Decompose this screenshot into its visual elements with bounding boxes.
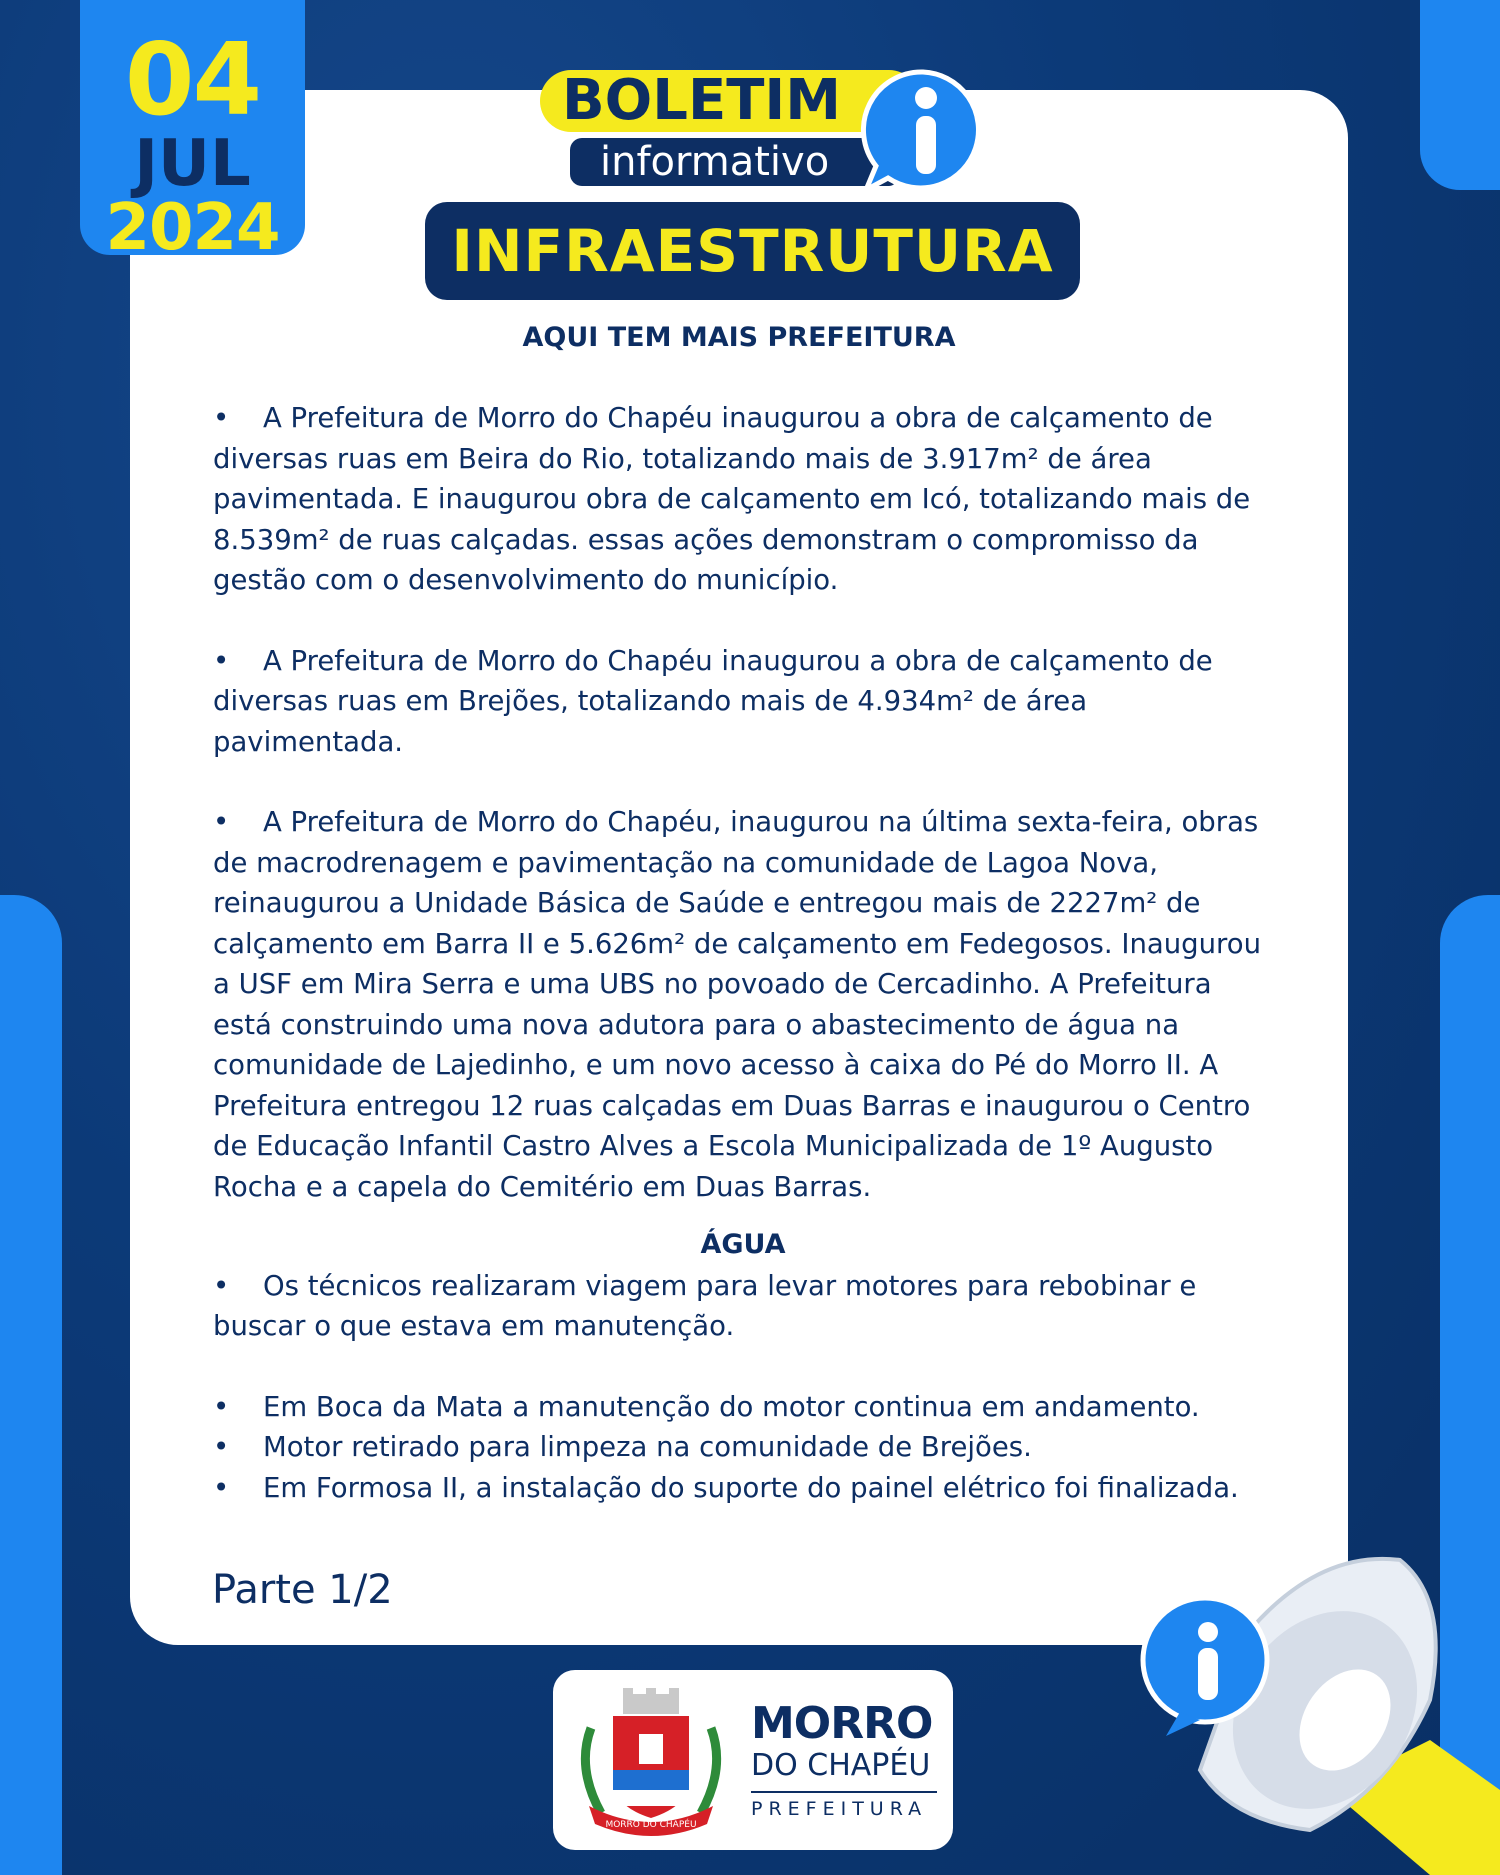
agua-heading: ÁGUA xyxy=(700,1229,786,1260)
bullet: • xyxy=(213,1431,230,1463)
list-item: • Motor retirado para limpeza na comunidade de Brejões. xyxy=(213,1427,1273,1468)
section-title: INFRAESTRUTURA xyxy=(425,202,1080,300)
subtitle: AQUI TEM MAIS PREFEITURA xyxy=(522,322,956,353)
side-bar-top-right xyxy=(1420,0,1500,190)
page-indicator: Parte 1/2 xyxy=(212,1567,393,1613)
bullet: • xyxy=(213,1269,230,1302)
bullet: • xyxy=(213,806,230,838)
bullet: • xyxy=(213,1390,230,1423)
prefeitura-logo xyxy=(553,1670,953,1850)
agua-list xyxy=(213,1387,1273,1509)
bullet: • xyxy=(213,644,230,677)
infra-paragraph: • A Prefeitura de Morro do Chapéu inaugurou a obra de calçamento de diversas ruas em Beira do Rio, totalizando mais de 3.917m² de área pavimentada. E inaugurou obra de calçamento em Icó, totalizando mais de 8.539m² de ruas calçadas. essas ações demonstram o compromisso da gestão com o desenvolvimento do município. xyxy=(213,398,1273,601)
date-badge xyxy=(80,0,305,265)
bullet: • xyxy=(213,402,230,434)
informativo-label: informativo xyxy=(570,138,900,186)
agua-paragraph: • Os técnicos realizaram viagem para levar motores para rebobinar e buscar o que estava em manutenção. xyxy=(213,1266,1273,1347)
date-year: 2024 xyxy=(105,191,280,265)
bullet: • xyxy=(213,1471,230,1504)
megaphone-icon xyxy=(1130,1540,1500,1875)
infra-paragraph: • A Prefeitura de Morro do Chapéu, inaugurou na última sexta-feira, obras de macrodrenagem e pavimentação na comunidade de Lagoa Nova, reinaugurou a Unidade Básica de Saúde e entregou mais de 2227m² de calçamento em Barra II e 5.626m² de calçamento em Fedegosos. Inaugurou a USF em Mira Serra e uma UBS no povoado de Cercadinho. A Prefeitura está construindo uma nova adutora para o abastecimento de água na comunidade de Lajedinho, e um novo acesso à caixa do Pé do Morro II. A Prefeitura entregou 12 ruas calçadas em Duas Barras e inaugurou o Centro de Educação Infantil Castro Alves a Escola Municipalizada de 1º Augusto Rocha e a capela do Cemitério em Duas Barras. xyxy=(213,802,1273,1207)
crest-icon xyxy=(571,1688,731,1836)
side-bar-left xyxy=(0,895,62,1875)
boletim-title: BOLETIM xyxy=(540,70,920,132)
logo-title: MORRO xyxy=(751,1698,933,1749)
date-day: 04 xyxy=(124,21,261,138)
logo-subtitle: DO CHAPÉU xyxy=(751,1748,931,1783)
info-bubble-icon xyxy=(858,68,988,193)
infra-paragraph: • A Prefeitura de Morro do Chapéu inaugurou a obra de calçamento de diversas ruas em Brejões, totalizando mais de 4.934m² de área pavimentada. xyxy=(213,641,1273,763)
list-item: • Em Formosa II, a instalação do suporte do painel elétrico foi finalizada. xyxy=(213,1468,1273,1509)
logo-prefeitura: PREFEITURA xyxy=(751,1798,928,1820)
crest-banner-text: MORRO DO CHAPÉU xyxy=(605,1820,697,1830)
date-month: JUL xyxy=(134,127,251,201)
content-body xyxy=(213,398,1273,1508)
logo-divider xyxy=(751,1791,937,1793)
list-item: • Em Boca da Mata a manutenção do motor continua em andamento. xyxy=(213,1387,1273,1428)
